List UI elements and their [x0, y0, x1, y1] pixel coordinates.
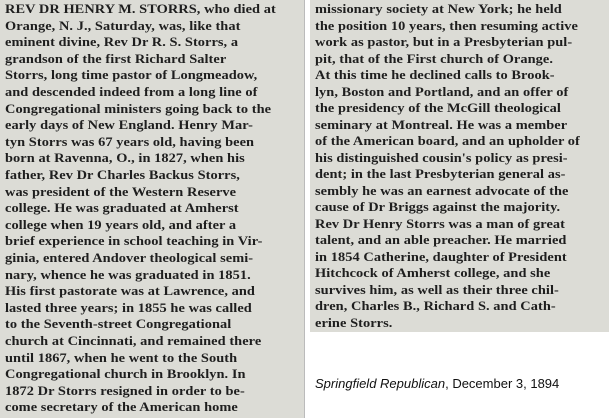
text-line: of the American board, and an upholder of: [315, 134, 580, 148]
text-line: his distinguished cousin's policy as presi-: [315, 150, 568, 165]
text-line: sembly he was an earnest advocate of the: [315, 183, 569, 198]
text-line: His first pastorate was at Lawrence, and: [5, 284, 255, 299]
text-line: Storrs, long time pastor of Longmeadow,: [5, 68, 258, 83]
text-line: father, Rev Dr Charles Backus Storrs,: [5, 168, 240, 182]
text-line: cause of Dr Briggs against the majority.: [315, 200, 561, 214]
text-line: born at Ravenna, O., in 1827, when his: [5, 151, 245, 166]
text-line: church at Cincinnati, and remained there: [5, 334, 262, 348]
text-line: ginia, entered Andover theological semi-: [5, 251, 254, 265]
text-line: Congregational ministers going back to the: [5, 101, 272, 116]
text-line: the position 10 years, then resuming active: [315, 18, 578, 33]
text-line: to the Seventh-street Congregational: [5, 317, 232, 332]
text-line: work as pastor, but in a Presbyterian pul-: [315, 35, 573, 49]
text-line: Rev Dr Henry Storrs was a man of great: [315, 216, 565, 231]
text-line: college. He was graduated at Amherst: [5, 201, 239, 216]
text-line: missionary society at New York; he held: [315, 2, 562, 16]
text-line: brief experience in school teaching in Vir-: [5, 234, 263, 249]
text-line: grandson of the first Richard Salter: [5, 51, 227, 66]
text-line: pit, that of the First church of Orange.: [315, 51, 554, 66]
text-line: Congregational church in Brooklyn. In: [5, 367, 246, 382]
clipping-right-column: [310, 0, 609, 332]
caption-publication: Springfield Republican: [315, 376, 446, 391]
text-line: and descended indeed from a long line of: [5, 85, 258, 99]
text-line: REV DR HENRY M. STORRS, who died at: [5, 2, 276, 16]
text-line: tyn Storrs was 67 years old, having been: [5, 134, 255, 149]
text-line: dren, Charles B., Richard S. and Cath-: [315, 299, 556, 313]
text-line: college when 19 years old, and after a: [5, 217, 237, 232]
text-line: the presidency of the McGill theological: [315, 101, 561, 115]
text-line: 1872 Dr Storrs resigned in order to be-: [5, 383, 245, 398]
text-line: lyn, Boston and Portland, and an offer of: [315, 84, 569, 99]
text-line: erine Storrs.: [315, 315, 393, 330]
text-line: seminary at Montreal. He was a member: [315, 117, 568, 132]
text-line: survives him, as well as their three chil-: [315, 282, 559, 297]
text-line: was president of the Western Reserve: [5, 184, 237, 199]
text-line: Orange, N. J., Saturday, was, like that: [5, 18, 241, 33]
source-caption: [315, 376, 559, 391]
text-line: in 1854 Catherine, daughter of President: [315, 249, 567, 264]
text-line: Hitchcock of Amherst college, and she: [315, 266, 551, 280]
text-line: dent; in the last Presbyterian general as-: [315, 167, 566, 181]
text-line: talent, and an able preacher. He married: [315, 233, 567, 247]
caption-date: , December 3, 1894: [445, 376, 560, 391]
text-line: until 1867, when he went to the South: [5, 350, 238, 365]
text-line: eminent divine, Rev Dr R. S. Storrs, a: [5, 35, 239, 50]
text-line: come secretary of the American home: [5, 400, 238, 415]
text-line: lasted three years; in 1855 he was called: [5, 300, 252, 315]
text-line: early days of New England. Henry Mar-: [5, 118, 253, 133]
text-line: nary, whence he was graduated in 1851.: [5, 267, 251, 282]
text-line: At this time he declined calls to Brook-: [315, 68, 555, 82]
